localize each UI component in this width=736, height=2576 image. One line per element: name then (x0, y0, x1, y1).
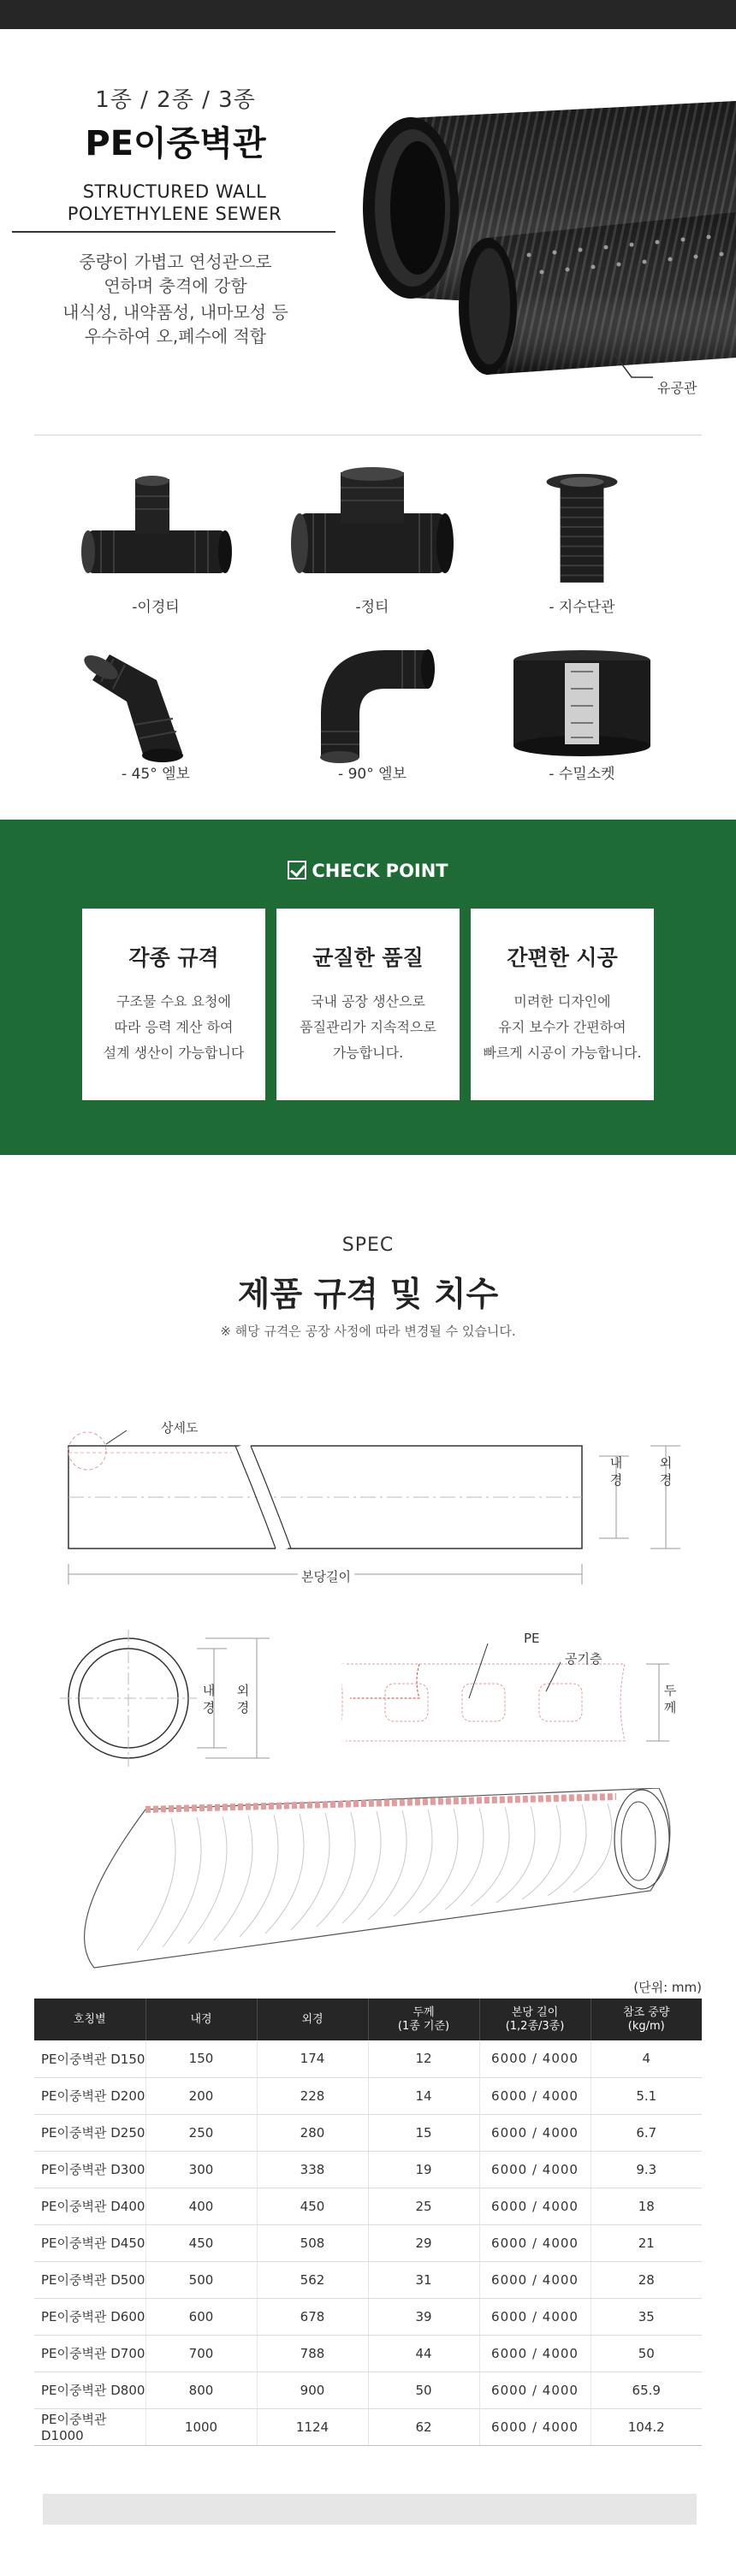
table-cell: 21 (591, 2224, 702, 2261)
table-row (34, 2372, 702, 2408)
table-cell: PE이중벽관 D250 (34, 2114, 145, 2151)
table-header-cell: 내경 (145, 1999, 257, 2040)
table-header-cell: 외경 (257, 1999, 368, 2040)
card-text: 유지 보수가 간편하여 (498, 1019, 626, 1035)
unit-label: (단위: mm) (633, 1980, 702, 1995)
table-header-cell: 두께 (1종 기준) (368, 1999, 479, 2040)
fitting-label: - 지수단관 (549, 599, 615, 616)
checkpoint-card (471, 909, 654, 1100)
table-cell: 6000 / 4000 (479, 2114, 591, 2151)
spec-subtitle: SPEC (341, 1235, 395, 1256)
hero-desc-line: 중량이 가볍고 연성관으로 (79, 252, 272, 272)
outer-dia-label: 외 경 (236, 1683, 250, 1715)
table-cell: 788 (257, 2335, 368, 2372)
table-cell: 450 (257, 2188, 368, 2224)
table-header-cell: 본당 길이 (1,2종/3종) (479, 1999, 591, 2040)
inner-dia-label: 내 경 (202, 1683, 216, 1715)
table-cell: 28 (591, 2261, 702, 2298)
table-cell: 29 (368, 2224, 479, 2261)
table-cell: 5.1 (591, 2077, 702, 2114)
table-cell: PE이중벽관 D700 (34, 2335, 145, 2372)
card-text: 빠르게 시공이 가능합니다. (483, 1045, 642, 1061)
elbow-90-icon (291, 629, 454, 766)
table-row (34, 2188, 702, 2224)
table-cell: 50 (591, 2335, 702, 2372)
fitting-label: -정티 (355, 599, 389, 616)
table-cell: PE이중벽관 D150 (34, 2040, 145, 2077)
table-cell: 6000 / 4000 (479, 2298, 591, 2335)
table-cell: 900 (257, 2372, 368, 2408)
table-cell: 25 (368, 2188, 479, 2224)
table-cell: PE이중벽관 D450 (34, 2224, 145, 2261)
table-cell: 12 (368, 2040, 479, 2077)
table-cell: 1124 (257, 2408, 368, 2445)
spec-table (34, 1999, 702, 2446)
table-header-cell: 호칭별 (34, 1999, 145, 2040)
detail-label: 상세도 (161, 1420, 199, 1436)
outer-dia-label: 외 경 (659, 1455, 673, 1488)
table-row (34, 2408, 702, 2445)
table-cell: 6000 / 4000 (479, 2261, 591, 2298)
table-cell: 228 (257, 2077, 368, 2114)
table-header-cell: 참조 중량 (kg/m) (591, 1999, 702, 2040)
table-cell: 400 (145, 2188, 257, 2224)
hero-divider (12, 231, 335, 233)
table-cell: 6000 / 4000 (479, 2077, 591, 2114)
table-cell: 200 (145, 2077, 257, 2114)
reducing-tee-icon (75, 462, 238, 599)
table-header-row (34, 1999, 702, 2040)
table-cell: 6.7 (591, 2114, 702, 2151)
hero-subtitle-en-1: STRUCTURED WALL (82, 181, 267, 202)
table-cell: 6000 / 4000 (479, 2040, 591, 2077)
table-cell: 9.3 (591, 2151, 702, 2188)
table-cell: 562 (257, 2261, 368, 2298)
hero-types: 1종 / 2종 / 3종 (95, 87, 256, 113)
table-cell: 1000 (145, 2408, 257, 2445)
card-text: 구조물 수요 요청에 (116, 993, 231, 1010)
inner-dia-label: 내 경 (609, 1455, 623, 1488)
card-text: 미려한 디자인에 (513, 993, 611, 1010)
side-view-drawing (60, 1412, 685, 1600)
table-cell: PE이중벽관 D500 (34, 2261, 145, 2298)
checkpoint-card (82, 909, 265, 1100)
table-cell: 150 (145, 2040, 257, 2077)
table-cell: 35 (591, 2298, 702, 2335)
table-cell: 6000 / 4000 (479, 2151, 591, 2188)
card-text: 품질관리가 지속적으로 (300, 1019, 436, 1035)
table-row (34, 2335, 702, 2372)
card-text: 국내 공장 생산으로 (311, 993, 425, 1010)
hero-desc-line: 연하며 충격에 강함 (104, 275, 247, 296)
table-cell: 6000 / 4000 (479, 2372, 591, 2408)
table-cell: 4 (591, 2040, 702, 2077)
table-cell: 600 (145, 2298, 257, 2335)
table-cell: PE이중벽관 D400 (34, 2188, 145, 2224)
card-title: 간편한 시공 (507, 945, 618, 970)
table-row (34, 2114, 702, 2151)
card-title: 각종 규격 (128, 945, 219, 970)
hero-subtitle-en-2: POLYETHYLENE SEWER (67, 204, 282, 224)
table-cell: 19 (368, 2151, 479, 2188)
checkbox-icon (288, 861, 306, 879)
table-cell: PE이중벽관 D300 (34, 2151, 145, 2188)
pipes-photo-icon (358, 101, 736, 409)
table-cell: 6000 / 4000 (479, 2224, 591, 2261)
elbow-45-icon (75, 629, 238, 766)
table-cell: 14 (368, 2077, 479, 2114)
table-cell: 31 (368, 2261, 479, 2298)
perforated-pipe-label: 유공관 (657, 380, 697, 396)
water-stop-pipe-icon (501, 458, 663, 595)
perspective-pipe-drawing (60, 1788, 685, 1976)
table-cell: PE이중벽관 D800 (34, 2372, 145, 2408)
card-text: 가능합니다. (332, 1045, 404, 1061)
card-title: 균질한 품질 (312, 945, 424, 970)
card-text: 설계 생산이 가능합니다 (103, 1045, 245, 1061)
hero-desc-line: 내식성, 내약품성, 내마모성 등 (62, 302, 288, 323)
watertight-socket-icon (501, 637, 663, 774)
pe-label: PE (524, 1631, 540, 1646)
table-cell: 18 (591, 2188, 702, 2224)
table-cell: 104.2 (591, 2408, 702, 2445)
checkpoint-card (276, 909, 460, 1100)
table-cell: 44 (368, 2335, 479, 2372)
table-cell: 500 (145, 2261, 257, 2298)
table-cell: PE이중벽관 D600 (34, 2298, 145, 2335)
table-row (34, 2224, 702, 2261)
table-row (34, 2261, 702, 2298)
table-cell: 6000 / 4000 (479, 2335, 591, 2372)
table-cell: 6000 / 4000 (479, 2188, 591, 2224)
table-cell: 300 (145, 2151, 257, 2188)
checkpoint-title-text: CHECK POINT (312, 861, 448, 881)
fitting-label: - 수밀소켓 (549, 766, 615, 783)
fitting-label: -이경티 (132, 599, 180, 616)
hero-desc-line: 우수하여 오,폐수에 적합 (84, 326, 267, 346)
air-layer-label: 공기층 (565, 1651, 602, 1667)
table-row (34, 2077, 702, 2114)
table-cell: 39 (368, 2298, 479, 2335)
fitting-label: - 45° 엘보 (122, 766, 190, 783)
card-text: 따라 응력 계산 하여 (114, 1019, 234, 1035)
table-cell: PE이중벽관 D1000 (34, 2408, 145, 2445)
table-row (34, 2298, 702, 2335)
table-cell: 15 (368, 2114, 479, 2151)
table-cell: 700 (145, 2335, 257, 2372)
table-cell: PE이중벽관 D200 (34, 2077, 145, 2114)
table-cell: 6000 / 4000 (479, 2408, 591, 2445)
hero-title: PE이중벽관 (85, 124, 266, 163)
table-cell: 508 (257, 2224, 368, 2261)
table-cell: 50 (368, 2372, 479, 2408)
table-row (34, 2151, 702, 2188)
table-cell: 250 (145, 2114, 257, 2151)
checkpoint-title (0, 861, 736, 881)
table-cell: 174 (257, 2040, 368, 2077)
table-cell: 280 (257, 2114, 368, 2151)
table-cell: 450 (145, 2224, 257, 2261)
table-cell: 62 (368, 2408, 479, 2445)
table-cell: 800 (145, 2372, 257, 2408)
length-label: 본당길이 (298, 1567, 354, 1585)
table-cell: 65.9 (591, 2372, 702, 2408)
spec-note: ※ 해당 규격은 공장 사정에 따라 변경될 수 있습니다. (220, 1324, 516, 1339)
wall-detail-drawing (334, 1630, 685, 1767)
thickness-label: 두 께 (663, 1683, 677, 1715)
spec-title: 제품 규격 및 치수 (237, 1276, 499, 1314)
table-row (34, 2040, 702, 2077)
footer-bar (43, 2494, 697, 2525)
table-cell: 338 (257, 2151, 368, 2188)
equal-tee-icon (291, 462, 454, 599)
fitting-label: - 90° 엘보 (338, 766, 407, 783)
top-bar (0, 0, 736, 29)
table-cell: 678 (257, 2298, 368, 2335)
